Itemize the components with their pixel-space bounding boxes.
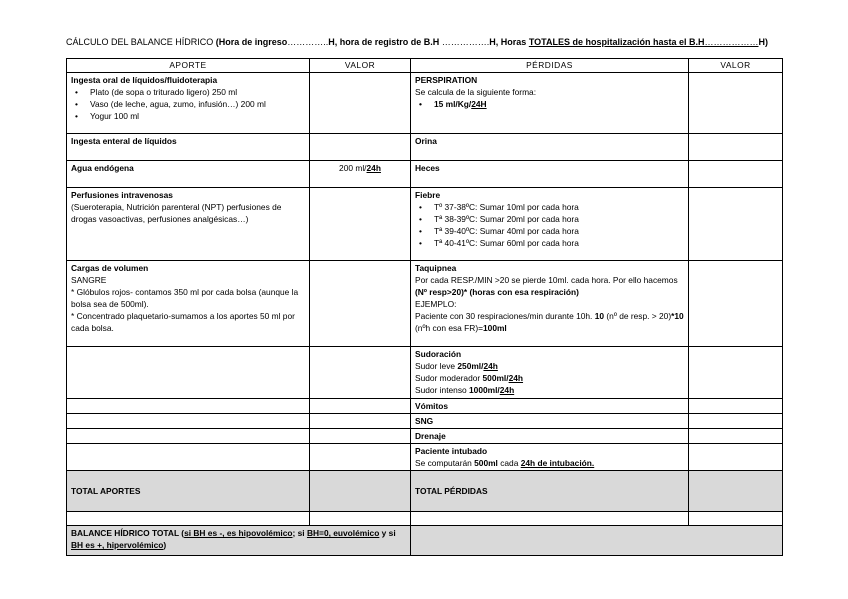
taquipnea-l2e: (nºh con esa FR)= <box>415 323 483 333</box>
taquipnea-l1-bold: (Nº resp>20)* (horas con esa respiración) <box>415 287 579 297</box>
aporte-perfusiones <box>67 188 310 261</box>
sudoracion-title: Sudoración <box>415 349 462 359</box>
valor-enteral-cell[interactable] <box>310 134 411 161</box>
intubado-mid: cada <box>497 458 521 468</box>
table-row <box>67 73 783 134</box>
valor-oral-cell[interactable] <box>310 73 411 134</box>
valor-drenaje-cell[interactable] <box>689 429 783 444</box>
empty-aporte-cell[interactable] <box>67 444 310 471</box>
valor-fiebre-cell[interactable] <box>689 188 783 261</box>
valor-sudoracion-cell[interactable] <box>689 347 783 399</box>
valor-vomitos-cell[interactable] <box>689 399 783 414</box>
perfusiones-text: (Sueroterapia, Nutrición parenteral (NPT) perfusiones de drogas vasoactivas, perfusiones analgésicas…) <box>71 202 282 224</box>
list-item: • Tª 39-40ºC: Sumar 40ml por cada hora <box>415 225 684 237</box>
taquipnea-ejemplo: EJEMPLO: <box>415 299 457 309</box>
empty-valor-cell[interactable] <box>310 414 411 429</box>
header-valor-perdidas: VALOR <box>689 59 783 73</box>
title-dots-3: ……………… <box>704 37 759 47</box>
intubado-pre: Se computarán <box>415 458 475 468</box>
balance-total-value[interactable] <box>411 526 783 556</box>
sudoracion-row <box>415 384 684 396</box>
table-row <box>67 261 783 347</box>
valor-perfusiones-cell[interactable] <box>310 188 411 261</box>
valor-cargas-cell[interactable] <box>310 261 411 347</box>
intubado-unit: 24h de intubación. <box>520 458 595 468</box>
header-row <box>67 59 783 73</box>
intubado-text <box>415 457 684 469</box>
perdida-sng: SNG <box>411 414 689 429</box>
perdida-taquipnea <box>411 261 689 347</box>
oral-title: Ingesta oral de líquidos/fluidoterapia <box>71 75 218 85</box>
taquipnea-title: Taquipnea <box>415 263 457 273</box>
list-item <box>415 98 684 110</box>
sudoracion-row <box>415 360 684 372</box>
empty-aporte-cell[interactable] <box>67 347 310 399</box>
header-valor-aporte: VALOR <box>310 59 411 73</box>
perdida-fiebre <box>411 188 689 261</box>
taquipnea-l2c: (nº de resp. > 20) <box>604 311 672 321</box>
title-end: H) <box>758 37 769 47</box>
perdida-sudoracion <box>411 347 689 399</box>
valor-heces-cell[interactable] <box>689 161 783 188</box>
empty-valor-cell[interactable] <box>310 347 411 399</box>
cargas-line-2: * Concentrado plaquetario-sumamos a los aportes 50 ml por cada bolsa. <box>71 311 295 333</box>
taquipnea-l2d: *10 <box>671 311 684 321</box>
list-item: • Yogur 100 ml <box>71 110 305 122</box>
table-row <box>67 347 783 399</box>
intubado-title: Paciente intubado <box>415 446 488 456</box>
perspiration-list <box>415 98 684 110</box>
empty-valor-cell[interactable] <box>310 399 411 414</box>
taquipnea-l2-bold: 10 <box>594 311 605 321</box>
list-item: • Tª 38-39ºC: Sumar 20ml por cada hora <box>415 213 684 225</box>
header-perdidas: PÉRDIDAS <box>411 59 689 73</box>
cargas-line-1: * Glóbulos rojos- contamos 350 ml por cada bolsa (aunque la bolsa sea de 500ml). <box>71 287 299 309</box>
sudor-unit: 24h <box>483 361 498 371</box>
balance-row <box>67 526 783 556</box>
balance-table <box>66 58 783 556</box>
fiebre-list <box>415 201 684 249</box>
perspiration-title: PERSPIRATION <box>415 75 478 85</box>
empty-valor-cell[interactable] <box>310 429 411 444</box>
table-row <box>67 188 783 261</box>
taquipnea-l2: Paciente con 30 respiraciones/min durante 10h. <box>415 311 595 321</box>
aporte-oral <box>67 73 310 134</box>
header-aporte: APORTE <box>67 59 310 73</box>
perspiration-item: 15 ml/Kg/ <box>434 99 472 109</box>
list-item: • Vaso (de leche, agua, zumo, infusión…) 200 ml <box>71 98 305 110</box>
title-dots-1: ………….. <box>287 37 329 47</box>
empty-aporte-cell[interactable] <box>67 429 310 444</box>
endogena-unit: 24h <box>366 163 381 173</box>
table-row <box>67 444 783 471</box>
title-prefix: CÁLCULO DEL BALANCE HÍDRICO <box>66 37 214 47</box>
title-p2: H, hora de registro de B.H <box>328 37 442 47</box>
perfusiones-title: Perfusiones intravenosas <box>71 190 173 200</box>
total-perdidas-value[interactable] <box>689 471 783 512</box>
perspiration-text: Se calcula de la siguiente forma: <box>415 87 537 97</box>
page-title <box>66 37 826 47</box>
balance-m1: ; si <box>292 528 307 538</box>
empty-aporte-cell[interactable] <box>67 399 310 414</box>
sudoracion-row <box>415 372 684 384</box>
cargas-sangre: SANGRE <box>71 275 107 285</box>
balance-end: ) <box>163 540 167 550</box>
title-dots-2: ……………. <box>441 37 490 47</box>
balance-m2: y si <box>379 528 396 538</box>
list-item: • Tº 37-38ºC: Sumar 10ml por cada hora <box>415 201 684 213</box>
list-item: • Tª 40-41ºC: Sumar 60ml por cada hora <box>415 237 684 249</box>
title-p3: H, Horas <box>489 37 529 47</box>
table-row <box>67 429 783 444</box>
empty-valor-cell[interactable] <box>689 512 783 526</box>
total-aportes-value[interactable] <box>310 471 411 512</box>
balance-hipo: si BH es -, es hipovolémico <box>184 528 293 538</box>
balance-euvo: BH=0, euvolémico <box>306 528 380 538</box>
perdida-perspiration <box>411 73 689 134</box>
perdida-orina: Orina <box>411 134 689 161</box>
sudor-label: Sudor intenso <box>415 385 470 395</box>
valor-perspiration-cell[interactable] <box>689 73 783 134</box>
empty-aporte-cell[interactable] <box>67 512 310 526</box>
sudor-label: Sudor leve <box>415 361 458 371</box>
sudor-value: 500ml/ <box>482 373 509 383</box>
empty-valor-cell[interactable] <box>310 444 411 471</box>
balance-total-label <box>67 526 411 556</box>
total-row <box>67 471 783 512</box>
taquipnea-line-2 <box>415 310 684 334</box>
title-underlined: TOTALES de hospitalización hasta el B.H <box>528 37 705 47</box>
aporte-enteral: Ingesta enteral de líquidos <box>67 134 310 161</box>
balance-hiper: BH es +, hipervolémico <box>71 540 164 550</box>
perspiration-item-unit: 24H <box>471 99 487 109</box>
title-fields <box>213 37 768 47</box>
endogena-value: 200 ml/ <box>339 163 367 173</box>
table-row <box>67 399 783 414</box>
empty-valor-cell[interactable] <box>310 512 411 526</box>
aporte-cargas <box>67 261 310 347</box>
table-row <box>67 161 783 188</box>
sudor-value: 1000ml/ <box>469 385 500 395</box>
cargas-title: Cargas de volumen <box>71 263 149 273</box>
sudor-unit: 24h <box>499 385 515 395</box>
fiebre-title: Fiebre <box>415 190 441 200</box>
perdida-heces: Heces <box>411 161 689 188</box>
title-p1: (Hora de ingreso <box>213 37 288 47</box>
empty-aporte-cell[interactable] <box>67 414 310 429</box>
table-row <box>67 134 783 161</box>
valor-sng-cell[interactable] <box>689 414 783 429</box>
oral-list <box>71 86 305 122</box>
empty-perdida-cell[interactable] <box>411 512 689 526</box>
list-item: • Plato (de sopa o triturado ligero) 250 ml <box>71 86 305 98</box>
perdida-drenaje: Drenaje <box>411 429 689 444</box>
perdida-vomitos: Vómitos <box>411 399 689 414</box>
valor-taquipnea-cell[interactable] <box>689 261 783 347</box>
sudor-label: Sudor moderador <box>415 373 483 383</box>
table-row <box>67 512 783 526</box>
valor-orina-cell[interactable] <box>689 134 783 161</box>
taquipnea-l2f: 100ml <box>483 323 507 333</box>
taquipnea-l1: Por cada RESP./MIN >20 se pierde 10ml. cada hora. Por ello hacemos <box>415 275 678 285</box>
aporte-endogena: Agua endógena <box>67 161 310 188</box>
sudor-value: 250ml/ <box>457 361 484 371</box>
balance-pre: BALANCE HÍDRICO TOTAL ( <box>71 528 185 538</box>
valor-intubado-cell[interactable] <box>689 444 783 471</box>
total-aportes-label: TOTAL APORTES <box>67 471 310 512</box>
table-row <box>67 414 783 429</box>
valor-endogena-cell[interactable] <box>310 161 411 188</box>
perdida-intubado <box>411 444 689 471</box>
sudor-unit: 24h <box>508 373 524 383</box>
taquipnea-line-1 <box>415 274 684 298</box>
total-perdidas-label: TOTAL PÉRDIDAS <box>411 471 689 512</box>
intubado-value: 500ml <box>474 458 498 468</box>
